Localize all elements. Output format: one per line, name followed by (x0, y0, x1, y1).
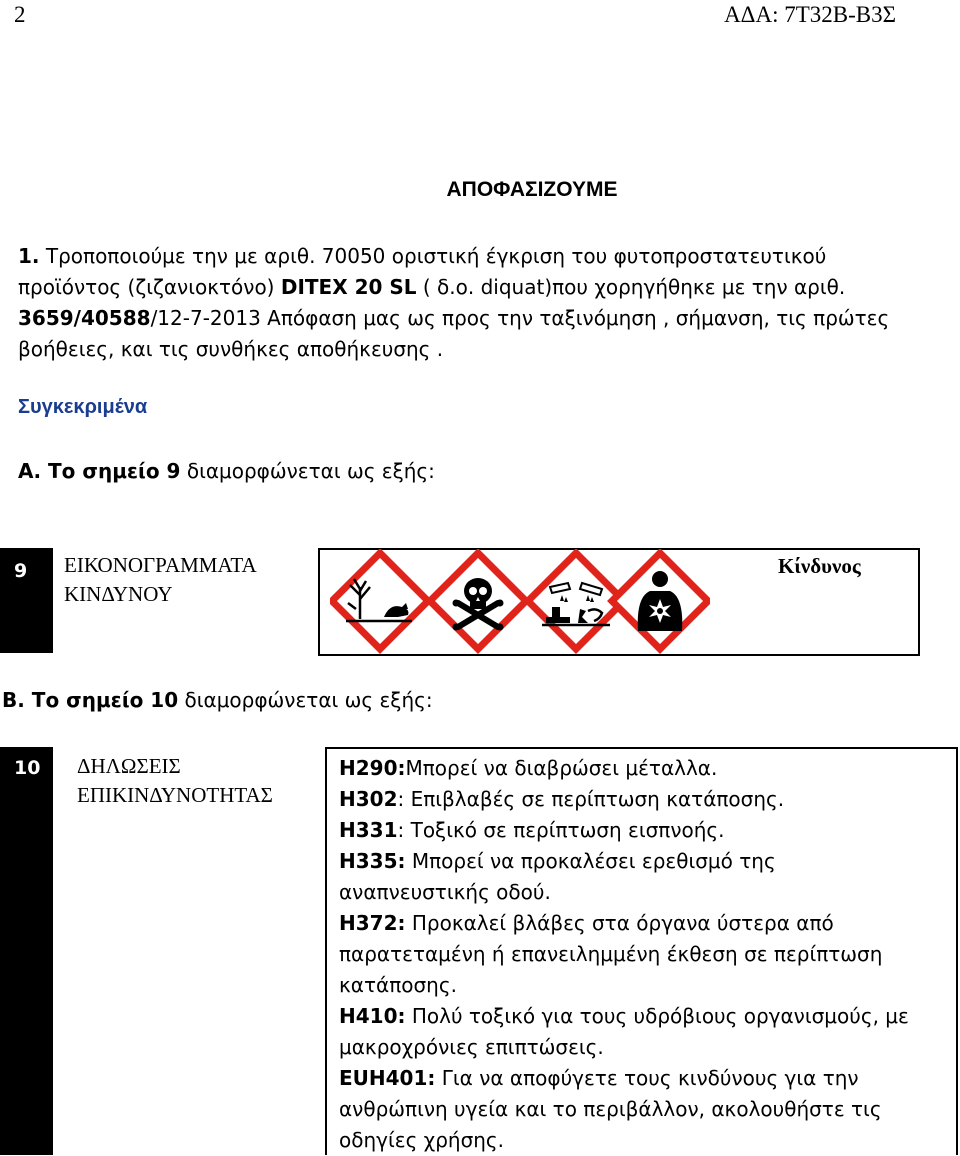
hazard-code: H331 (339, 818, 398, 842)
decision-title: ΑΠΟΦΑΣΙΖΟΥΜΕ (446, 178, 618, 201)
paragraph-text: Τροποποιούμε την με αριθ. 70050 οριστική έγκριση του φυτοπροστατευτικού (39, 244, 827, 268)
hazard-code: H302 (339, 787, 398, 811)
point-b (2, 688, 433, 712)
point-b-prefix: Β. Το σημείο 10 (2, 688, 179, 712)
point-a-text: διαμορφώνεται ως εξής: (180, 459, 435, 483)
table10-number-cell (0, 747, 53, 1155)
table9-label-line2: ΚΙΝΔΥΝΟΥ (64, 582, 173, 606)
hazard-statement-line (339, 877, 949, 908)
hazard-text: Πολύ τοξικό για τους υδρόβιους οργανισμούς, με (405, 1004, 909, 1028)
paragraph-1-line-3 (18, 303, 938, 334)
environment-icon (332, 553, 428, 649)
specifically-heading: Συγκεκριμένα (18, 396, 148, 418)
hazard-text: παρατεταμένη ή επανειλημμένη έκθεση σε περίπτωση (339, 942, 883, 966)
product-name: DITEX 20 SL (280, 275, 417, 299)
page-number: 2 (14, 2, 26, 27)
hazard-text: Μπορεί να διαβρώσει μέταλλα. (405, 756, 718, 780)
hazard-code: H372: (339, 911, 406, 935)
hazard-statement-line (339, 753, 949, 784)
signal-word: Κίνδυνος (778, 554, 861, 578)
hazard-code: H410: (339, 1004, 406, 1028)
hazard-statement-line (339, 784, 949, 815)
hazard-text: Προκαλεί βλάβες στα όργανα ύστερα από (405, 911, 834, 935)
paragraph-1-line-2 (18, 272, 938, 303)
hazard-statement-line (339, 939, 949, 970)
hazard-statement-line (339, 1094, 949, 1125)
decision-number: 3659/40588 (18, 306, 151, 330)
table9-number-cell (0, 548, 53, 653)
table10-label-line1: ΔΗΛΩΣΕΙΣ (77, 754, 181, 778)
table9-label (64, 551, 257, 609)
paragraph-number: 1. (18, 244, 40, 268)
paragraph-text: ( δ.ο. diquat)που χορηγήθηκε με την αριθ. (416, 275, 846, 299)
hazard-code: H290: (339, 756, 406, 780)
hazard-text: κατάποσης. (339, 973, 457, 997)
table10-number: 10 (14, 757, 41, 779)
hazard-statement-line (339, 1032, 949, 1063)
point-a (18, 459, 435, 483)
table10-label (77, 752, 273, 810)
ada-code: ΑΔΑ: 7Τ32Β-Β3Σ (724, 2, 896, 27)
hazard-statements-list (339, 753, 949, 1156)
hazard-statement-line (339, 1001, 949, 1032)
point-b-text: διαμορφώνεται ως εξής: (178, 688, 433, 712)
hazard-text: οδηγίες χρήσης. (339, 1128, 505, 1152)
hazard-statement-line (339, 970, 949, 1001)
paragraph-1-line-4: βοήθειες, και τις συνθήκες αποθήκευσης . (18, 337, 444, 361)
hazard-text: αναπνευστικής οδού. (339, 880, 551, 904)
paragraph-text: /12-7-2013 Απόφαση μας ως προς την ταξινόμηση , σήμανση, τις πρώτες (150, 306, 890, 330)
ghs-pictograms (330, 549, 710, 654)
hazard-statement-line (339, 846, 949, 877)
health-hazard-icon (612, 553, 708, 649)
hazard-statement-line (339, 1063, 949, 1094)
skull-crossbones-icon (430, 553, 526, 649)
hazard-statement-line (339, 1125, 949, 1156)
hazard-code: EUH401: (339, 1066, 436, 1090)
hazard-statement-line (339, 908, 949, 939)
hazard-text: : Επιβλαβές σε περίπτωση κατάποσης. (397, 787, 785, 811)
point-a-prefix: Α. Το σημείο 9 (18, 459, 181, 483)
hazard-code: H335: (339, 849, 406, 873)
table9-number: 9 (14, 560, 28, 582)
hazard-text: μακροχρόνιες επιπτώσεις. (339, 1035, 604, 1059)
paragraph-text: προϊόντος (ζιζανιοκτόνο) (18, 275, 281, 299)
hazard-text: Μπορεί να προκαλέσει ερεθισμό της (405, 849, 776, 873)
table9-label-line1: ΕΙΚΟΝΟΓΡΑΜΜΑΤΑ (64, 553, 257, 577)
hazard-text: ανθρώπινη υγεία και το περιβάλλον, ακολουθήστε τις (339, 1097, 882, 1121)
hazard-statement-line (339, 815, 949, 846)
table10-label-line2: ΕΠΙΚΙΝΔΥΝΟΤΗΤΑΣ (77, 783, 273, 807)
paragraph-1-line-1 (18, 241, 938, 272)
paragraph-1 (18, 241, 938, 365)
hazard-text: : Τοξικό σε περίπτωση εισπνοής. (397, 818, 725, 842)
hazard-text: Για να αποφύγετε τους κινδύνους για την (435, 1066, 859, 1090)
